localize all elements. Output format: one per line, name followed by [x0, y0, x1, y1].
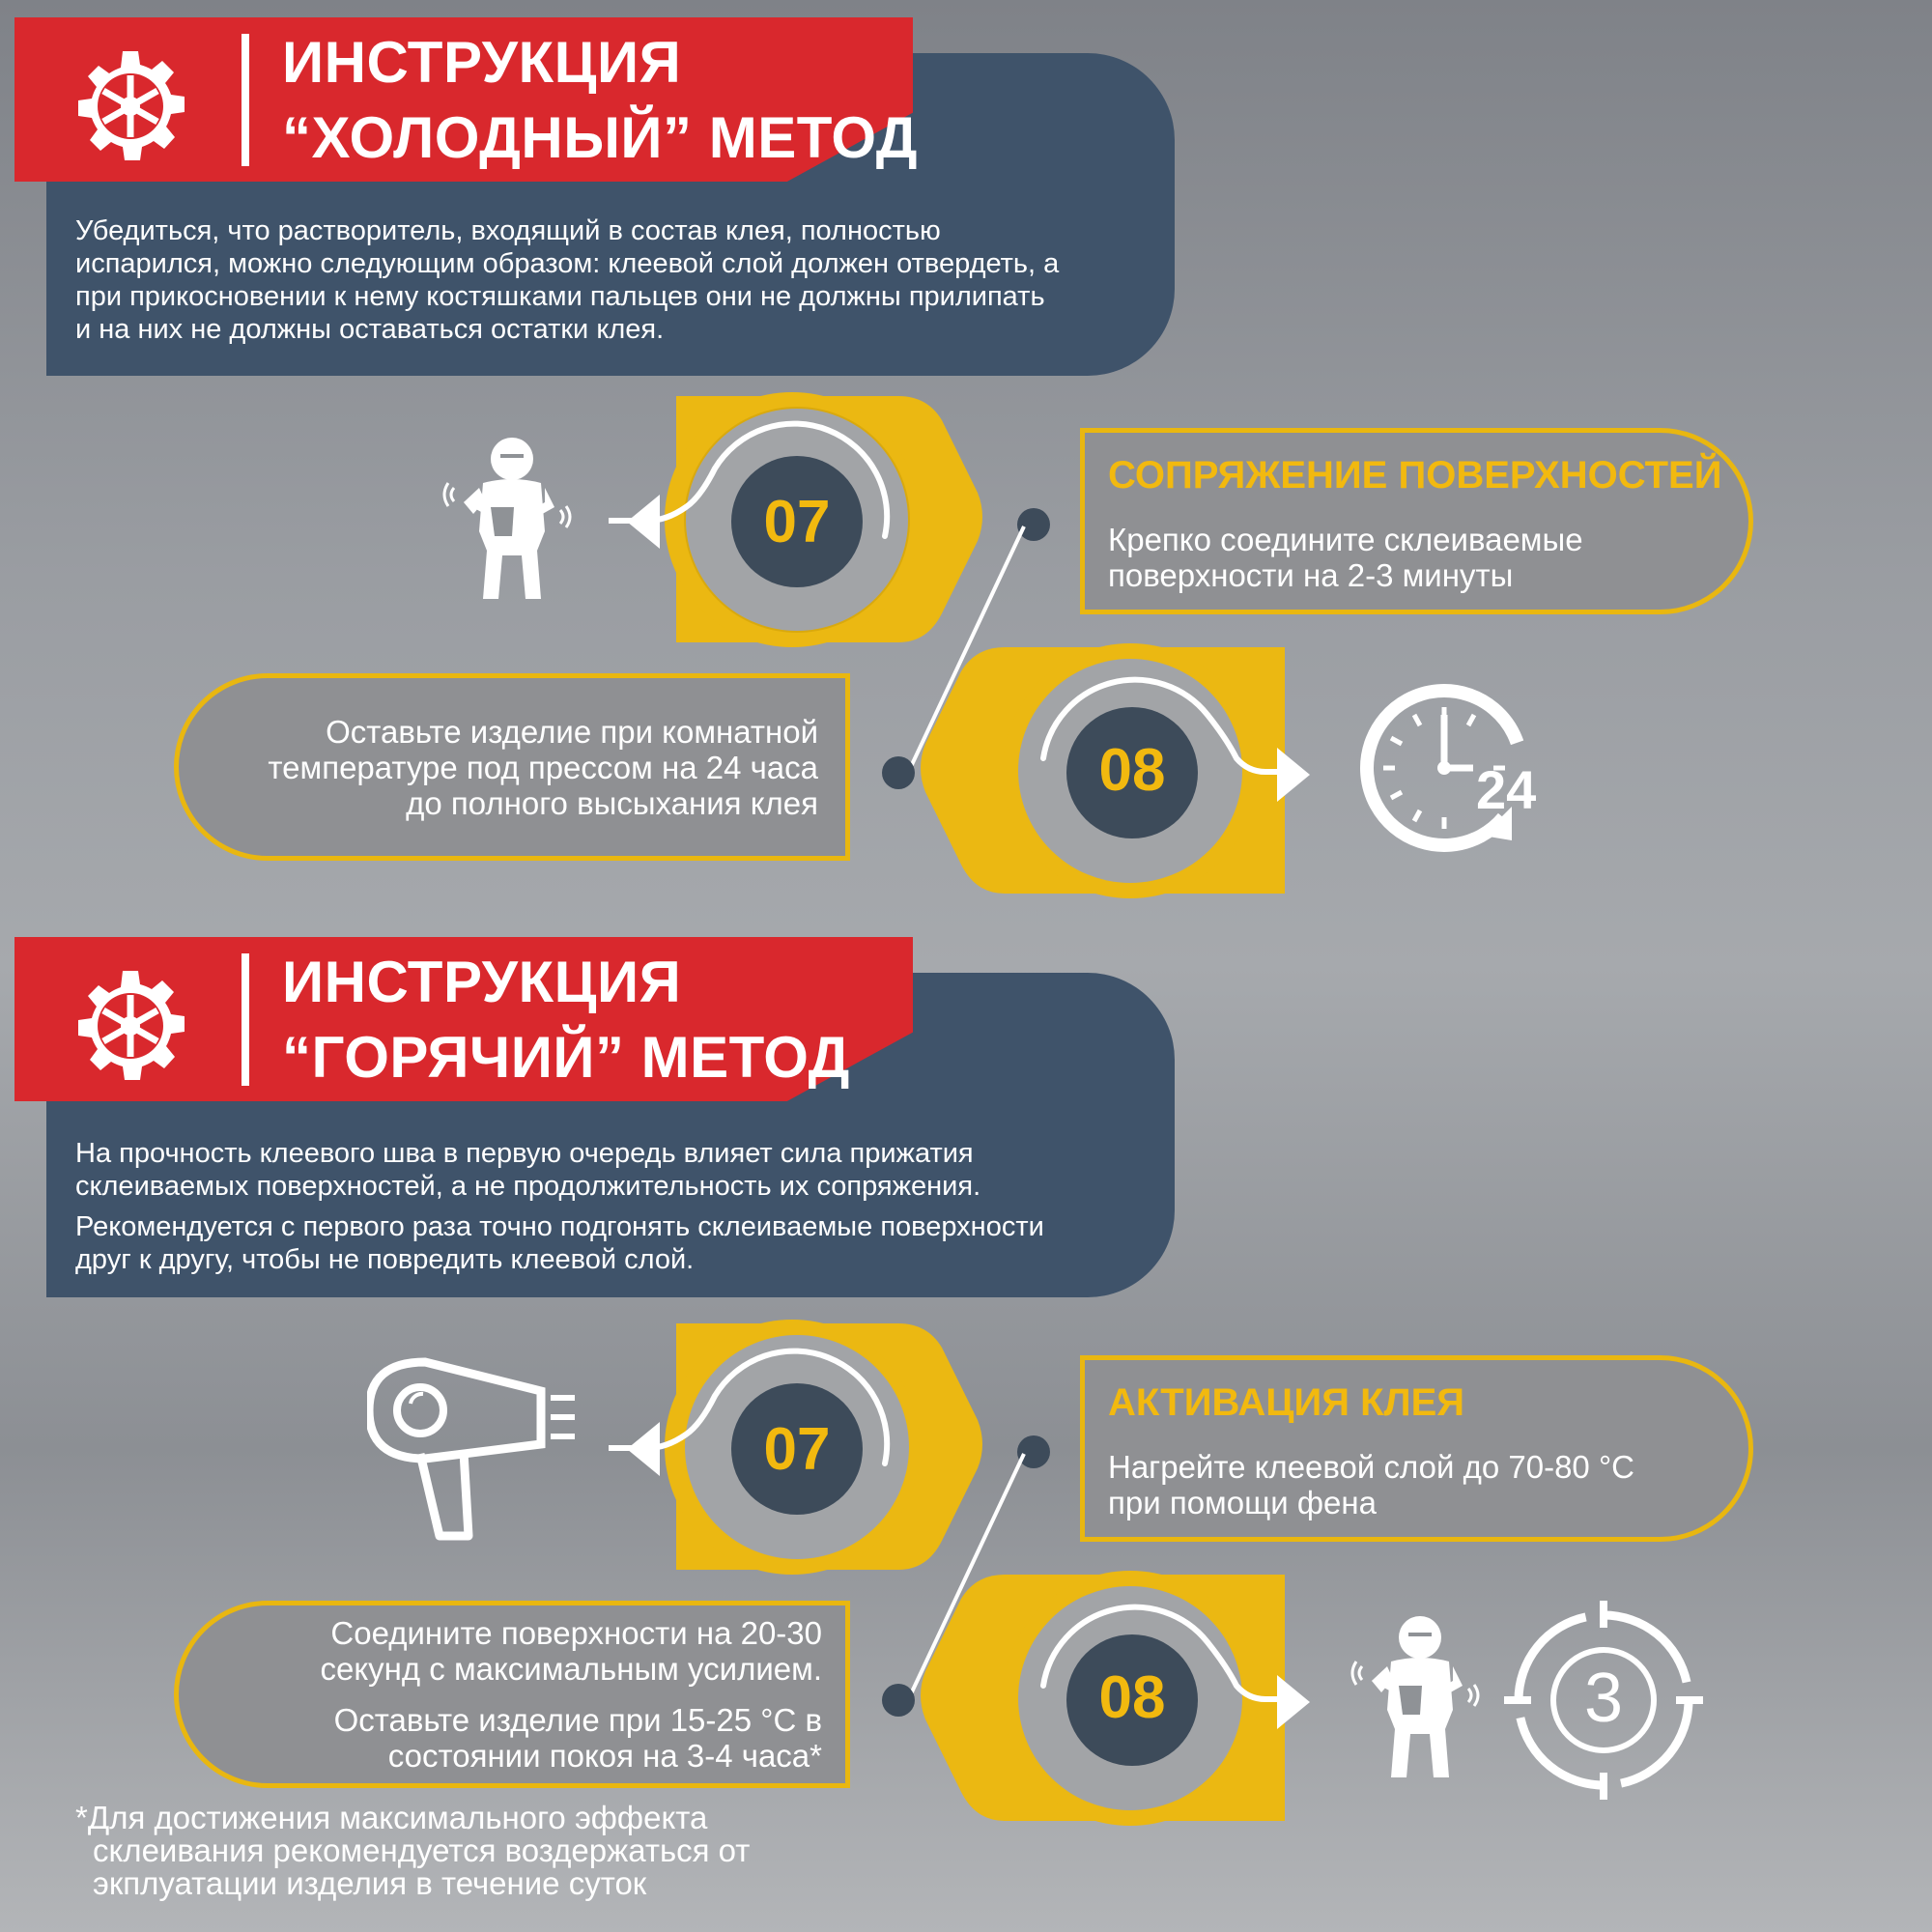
cold-step07-text: Крепко соедините склеиваемые — [1108, 522, 1583, 557]
cold-step08-text: Оставьте изделие при комнатной — [326, 714, 818, 750]
cold-description-line: при прикосновении к нему костяшками пальцев они не должны прилипать — [75, 281, 1045, 312]
footnote-line: экплуатации изделия в течение суток — [93, 1865, 647, 1901]
hot-step08-number: 08 — [1098, 1664, 1166, 1731]
arrow-right-icon — [1275, 744, 1314, 806]
cold-description-line: и на них не должны оставаться остатки клея. — [75, 314, 665, 345]
person-pressing-icon — [440, 425, 584, 618]
cold-description-line: испарился, можно следующим образом: клеевой слой должен отвердеть, а — [75, 248, 1060, 279]
cold-step07-number: 07 — [763, 489, 831, 555]
hot-title-line1: ИНСТРУКЦИЯ — [282, 950, 682, 1014]
footnote-line: *Для достижения максимального эффекта — [75, 1800, 708, 1835]
hot-step07-text: Нагрейте клеевой слой до 70-80 °С — [1108, 1449, 1634, 1485]
hot-description-line: На прочность клеевого шва в первую очередь влияет сила прижатия — [75, 1138, 974, 1169]
clock-24-label: 24 — [1476, 759, 1537, 820]
cold-step08-text: температуре под прессом на 24 часа — [268, 750, 818, 785]
hot-step07-heading: АКТИВАЦИЯ КЛЕЯ — [1108, 1381, 1465, 1424]
cold-description-line: Убедиться, что растворитель, входящий в состав клея, полностью — [75, 215, 941, 246]
hot-step07-number: 07 — [763, 1416, 831, 1483]
title-divider — [242, 34, 249, 166]
title-divider — [242, 953, 249, 1086]
person-pressing-icon — [1348, 1604, 1492, 1797]
hot-description-line: склеиваемых поверхностей, а не продолжительность их сопряжения. — [75, 1171, 981, 1202]
hot-description-line: Рекомендуется с первого раза точно подгонять склеиваемые поверхности — [75, 1211, 1044, 1242]
hot-title-line2: “ГОРЯЧИЙ” МЕТОД — [282, 1025, 850, 1090]
cold-step07-heading: СОПРЯЖЕНИЕ ПОВЕРХНОСТЕЙ — [1108, 454, 1722, 497]
hot-step08-text: состоянии покоя на 3-4 часа* — [387, 1738, 822, 1774]
cold-step08-number: 08 — [1098, 737, 1166, 804]
arrow-right-icon — [1275, 1671, 1314, 1733]
timer-3-label: 3 — [1583, 1660, 1624, 1737]
arrow-left-icon — [623, 1418, 662, 1480]
hot-step07-text: при помощи фена — [1108, 1485, 1377, 1520]
cold-step08-text: до полного высыхания клея — [406, 785, 818, 821]
hot-step08-text: Оставьте изделие при 15-25 °С в — [333, 1702, 822, 1738]
hair-dryer-icon — [367, 1348, 580, 1550]
cold-step07-text: поверхности на 2-3 минуты — [1108, 557, 1514, 593]
hot-step08-text: Соедините поверхности на 20-30 — [330, 1615, 822, 1651]
hot-description-line: друг к другу, чтобы не повредить клеевой слой. — [75, 1244, 695, 1275]
footnote-line: склеивания рекомендуется воздержаться от — [93, 1833, 751, 1868]
gear-icon — [63, 43, 198, 169]
gear-icon — [63, 963, 198, 1089]
hot-step08-text: секунд с максимальным усилием. — [320, 1651, 822, 1687]
cold-title-line2: “ХОЛОДНЫЙ” МЕТОД — [282, 105, 919, 170]
arrow-left-icon — [623, 491, 662, 553]
cold-title-line1: ИНСТРУКЦИЯ — [282, 30, 682, 95]
